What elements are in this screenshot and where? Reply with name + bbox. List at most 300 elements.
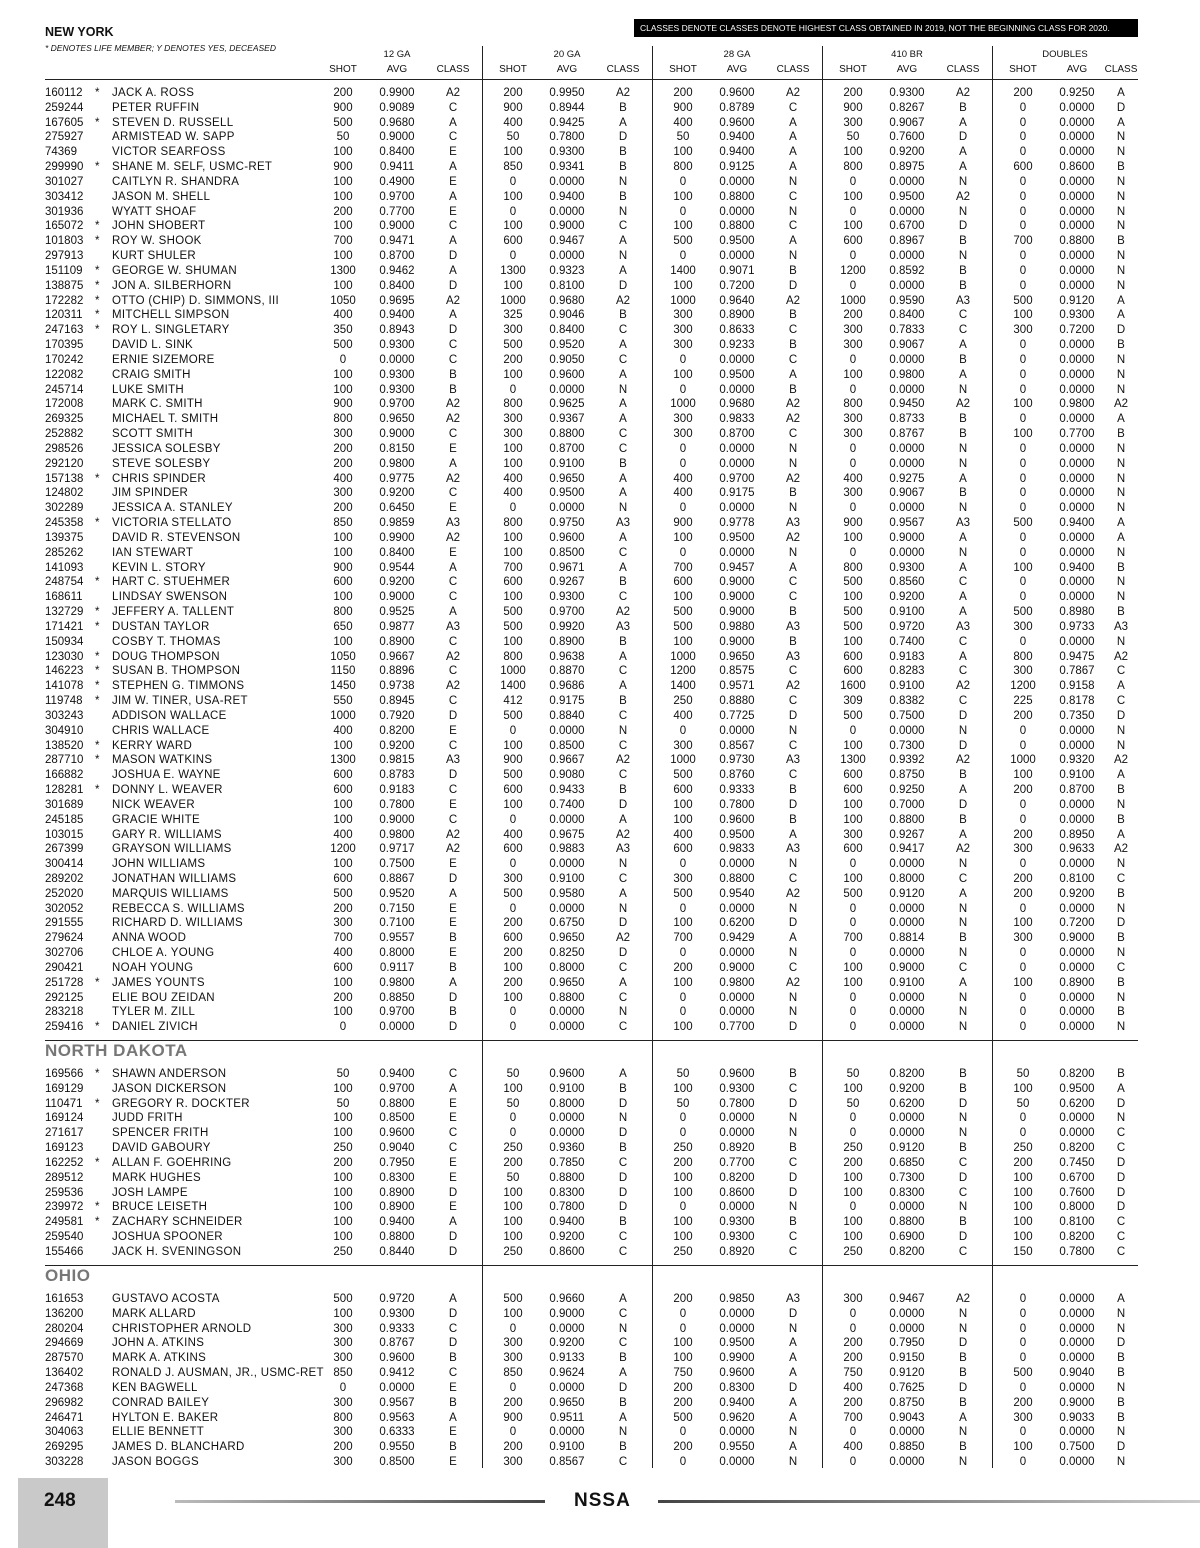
class: B — [789, 784, 797, 796]
shot-count: 700 — [673, 932, 693, 945]
shot-count: 1450 — [330, 680, 356, 693]
average: 0.9880 — [719, 620, 755, 633]
shot-count: 0 — [1019, 531, 1027, 544]
subcolumn-header: SHOT — [1009, 64, 1037, 75]
member-id: 248754 — [45, 576, 84, 589]
shot-count: 500 — [503, 887, 523, 900]
section-title: OHIO — [45, 1266, 91, 1285]
average: 0.0000 — [1059, 1337, 1095, 1350]
class: C — [958, 635, 968, 648]
life-member-mark: * — [95, 294, 100, 307]
class: C — [448, 695, 458, 708]
shot-count: 100 — [843, 872, 863, 885]
member-id: 141078 — [45, 680, 84, 693]
shot-count: 600 — [843, 769, 863, 782]
table-row — [0, 916, 1200, 931]
class: D — [788, 1186, 798, 1199]
average: 0.9500 — [1059, 1082, 1095, 1095]
class: N — [618, 250, 628, 263]
class: B — [1117, 1396, 1125, 1409]
shot-count: 200 — [843, 1396, 863, 1409]
member-id: 169129 — [45, 1082, 84, 1095]
class: N — [788, 1426, 798, 1439]
class: B — [619, 784, 627, 796]
average: 0.7350 — [1059, 709, 1095, 722]
class: A — [449, 1411, 457, 1424]
shot-count: 900 — [333, 161, 353, 174]
class: C — [618, 324, 628, 337]
class: A — [619, 1367, 627, 1380]
member-id: 259536 — [45, 1186, 84, 1199]
average: 0.9320 — [1059, 754, 1095, 767]
class: C — [618, 1231, 628, 1244]
average: 0.9650 — [549, 976, 585, 989]
average: 0.8967 — [889, 235, 925, 248]
shooter-name: JON A. SILBERHORN — [112, 279, 232, 292]
average: 0.0000 — [719, 1201, 755, 1214]
table-row — [0, 768, 1200, 783]
class: D — [1116, 709, 1126, 722]
class: N — [1116, 991, 1126, 1004]
class: A — [1117, 531, 1125, 544]
subcolumn-header: SHOT — [499, 64, 527, 75]
shot-count: 325 — [503, 309, 523, 322]
shot-count: 200 — [503, 1396, 523, 1409]
average: 0.9000 — [379, 131, 415, 144]
shot-count: 400 — [673, 828, 693, 841]
average: 0.0000 — [1059, 116, 1095, 129]
shot-count: 200 — [673, 1381, 693, 1394]
class: C — [958, 872, 968, 885]
average: 0.8900 — [1059, 976, 1095, 989]
table-row — [0, 368, 1200, 383]
average: 0.9400 — [719, 1396, 755, 1409]
average: 0.9067 — [889, 487, 925, 500]
class: A2 — [445, 828, 461, 841]
class: A — [449, 161, 457, 174]
shot-count: 100 — [1013, 1186, 1033, 1199]
average: 0.0000 — [719, 442, 755, 455]
shot-count: 1200 — [670, 665, 696, 678]
shot-count: 0 — [509, 502, 517, 515]
shot-count: 0 — [1019, 902, 1027, 915]
average: 0.8900 — [379, 1186, 415, 1199]
class: A — [449, 1216, 457, 1229]
table-row — [0, 813, 1200, 828]
shot-count: 0 — [1019, 383, 1027, 396]
class: E — [449, 1112, 457, 1125]
shot-count: 0 — [849, 442, 857, 455]
shot-count: 0 — [679, 1201, 687, 1214]
shot-count: 500 — [1013, 517, 1033, 530]
table-row — [0, 145, 1200, 160]
shot-count: 300 — [333, 1426, 353, 1439]
shot-count: 600 — [333, 784, 353, 796]
shot-count: 600 — [503, 235, 523, 248]
shot-count: 200 — [673, 961, 693, 974]
shot-count: 50 — [676, 1097, 690, 1110]
average: 0.0000 — [1059, 576, 1095, 589]
average: 0.9100 — [549, 1441, 585, 1454]
average: 0.0000 — [1059, 101, 1095, 114]
class: D — [788, 1021, 798, 1034]
class: D — [618, 1201, 628, 1214]
average: 0.9462 — [379, 264, 415, 277]
class: B — [1117, 1068, 1125, 1080]
average: 0.9800 — [1059, 398, 1095, 411]
class: A3 — [955, 294, 971, 307]
class: C — [788, 190, 798, 203]
average: 0.9650 — [379, 413, 415, 426]
class: C — [618, 1337, 628, 1350]
shot-count: 300 — [673, 428, 693, 441]
class: N — [788, 991, 798, 1004]
average: 0.9133 — [549, 1352, 585, 1365]
average: 0.0000 — [1059, 502, 1095, 515]
class: A — [1117, 828, 1125, 841]
average: 0.8900 — [379, 1201, 415, 1214]
class: D — [788, 279, 798, 292]
average: 0.9300 — [379, 368, 415, 381]
average: 0.8500 — [379, 1456, 415, 1469]
shot-count: 100 — [333, 591, 353, 604]
shot-count: 200 — [843, 1156, 863, 1169]
member-id: 297913 — [45, 250, 84, 263]
average: 0.8783 — [379, 769, 415, 782]
shot-count: 0 — [1019, 1352, 1027, 1365]
shot-count: 0 — [849, 383, 857, 396]
shot-count: 500 — [1013, 294, 1033, 307]
shot-count: 1400 — [670, 264, 696, 277]
shot-count: 700 — [333, 235, 353, 248]
average: 0.0000 — [379, 353, 415, 366]
member-id: 168611 — [45, 591, 83, 604]
average: 0.0000 — [1059, 991, 1095, 1004]
average: 0.6200 — [889, 1097, 925, 1110]
shot-count: 1000 — [670, 294, 696, 307]
average: 0.9000 — [1059, 1396, 1095, 1409]
shot-count: 300 — [843, 1293, 863, 1305]
average: 0.9833 — [719, 413, 755, 426]
class: A — [959, 1411, 967, 1424]
average: 0.8800 — [549, 1171, 585, 1184]
member-id: 165072 — [45, 220, 84, 233]
class-note-banner: CLASSES DENOTE CLASSES DENOTE HIGHEST CLASS OBTAINED IN 2019, NOT THE BEGINNING CLASS FOR 2020. — [634, 19, 1138, 37]
class: C — [788, 324, 798, 337]
average: 0.9100 — [549, 872, 585, 885]
class: B — [619, 190, 627, 203]
average: 0.0000 — [549, 1381, 585, 1394]
shooter-name: JOHN WILLIAMS — [112, 858, 206, 871]
average: 0.6700 — [889, 220, 925, 233]
member-id: 252020 — [45, 887, 84, 900]
average: 0.9341 — [549, 161, 585, 174]
shot-count: 400 — [333, 828, 353, 841]
class: A — [619, 339, 627, 352]
class: D — [448, 1245, 458, 1258]
shot-count: 200 — [673, 1441, 693, 1454]
table-row — [0, 1097, 1200, 1112]
shot-count: 0 — [1019, 1293, 1027, 1305]
average: 0.9550 — [719, 1441, 755, 1454]
shot-count: 0 — [509, 724, 517, 737]
class: C — [448, 813, 458, 826]
shot-count: 300 — [1013, 932, 1033, 945]
shooter-name: JOSHUA E. WAYNE — [112, 769, 221, 782]
member-id: 247368 — [45, 1381, 84, 1394]
shot-count: 200 — [333, 991, 353, 1004]
class: A2 — [785, 87, 801, 99]
average: 0.9250 — [1059, 87, 1095, 99]
average: 0.0000 — [549, 858, 585, 871]
shooter-name: CONRAD BAILEY — [112, 1396, 210, 1409]
shot-count: 700 — [333, 932, 353, 945]
class: N — [1116, 368, 1126, 381]
average: 0.9200 — [549, 1231, 585, 1244]
member-id: 110471 — [45, 1097, 83, 1110]
average: 0.0000 — [1059, 1381, 1095, 1394]
average: 0.8945 — [379, 695, 415, 708]
member-id: 249581 — [45, 1216, 84, 1229]
average: 0.9650 — [549, 932, 585, 945]
class: N — [958, 858, 968, 871]
class: C — [448, 665, 458, 678]
average: 0.9425 — [549, 116, 585, 129]
average: 0.9158 — [1059, 680, 1095, 693]
table-row — [0, 323, 1200, 338]
average: 0.0000 — [719, 175, 755, 188]
average: 0.9333 — [379, 1322, 415, 1335]
shot-count: 900 — [503, 101, 523, 114]
average: 0.8867 — [379, 872, 415, 885]
average: 0.0000 — [1059, 368, 1095, 381]
average: 0.9200 — [889, 146, 925, 159]
shot-count: 200 — [333, 442, 353, 455]
class: N — [618, 175, 628, 188]
class: D — [448, 324, 458, 337]
class: N — [788, 1322, 798, 1335]
class: N — [958, 1127, 968, 1140]
average: 0.0000 — [719, 724, 755, 737]
average: 0.0000 — [889, 502, 925, 515]
class: C — [1116, 1231, 1126, 1244]
shooter-name: JIM W. TINER, USA-RET — [112, 695, 248, 708]
class: A — [789, 235, 797, 248]
average: 0.9000 — [889, 961, 925, 974]
shot-count: 100 — [843, 635, 863, 648]
shooter-name: ANNA WOOD — [112, 932, 187, 945]
shooter-name: ROY L. SINGLETARY — [112, 324, 230, 337]
average: 0.9367 — [549, 413, 585, 426]
average: 0.0000 — [1059, 175, 1095, 188]
shooter-name: TYLER M. ZILL — [112, 1006, 196, 1019]
average: 0.9267 — [889, 828, 925, 841]
table-row — [0, 160, 1200, 175]
shot-count: 0 — [849, 175, 857, 188]
class: N — [1116, 1307, 1126, 1320]
shot-count: 300 — [333, 428, 353, 441]
average: 0.0000 — [1059, 902, 1095, 915]
class: A3 — [1113, 620, 1129, 633]
shot-count: 100 — [1013, 1082, 1033, 1095]
average: 0.7000 — [889, 798, 925, 811]
shot-count: 225 — [1013, 695, 1033, 708]
shot-count: 50 — [676, 131, 690, 144]
average: 0.9680 — [549, 294, 585, 307]
shooter-name: JASON BOGGS — [112, 1456, 200, 1469]
class: N — [788, 250, 798, 263]
shot-count: 0 — [339, 353, 347, 366]
shot-count: 550 — [333, 695, 353, 708]
class: A2 — [445, 87, 461, 99]
average: 0.9000 — [1059, 932, 1095, 945]
class: C — [448, 131, 458, 144]
shot-count: 150 — [1013, 1245, 1033, 1258]
class: N — [788, 947, 798, 960]
member-id: 303412 — [45, 190, 84, 203]
class: A2 — [955, 398, 971, 411]
average: 0.8000 — [549, 1097, 585, 1110]
average: 0.7800 — [719, 1097, 755, 1110]
average: 0.9511 — [549, 1411, 585, 1424]
class: A3 — [785, 754, 801, 767]
average: 0.9300 — [719, 1216, 755, 1229]
class: A — [449, 976, 457, 989]
average: 0.7800 — [549, 1201, 585, 1214]
class: N — [1116, 472, 1126, 485]
shot-count: 400 — [843, 1381, 863, 1394]
shooter-name: ROY W. SHOOK — [112, 235, 202, 248]
shooter-name: IAN STEWART — [112, 546, 194, 559]
shot-count: 0 — [509, 250, 517, 263]
average: 0.9000 — [719, 635, 755, 648]
average: 0.0000 — [889, 724, 925, 737]
shot-count: 0 — [1019, 1337, 1027, 1350]
average: 0.0000 — [1059, 546, 1095, 559]
average: 0.6850 — [889, 1156, 925, 1169]
header-rule — [45, 79, 1138, 80]
shot-count: 100 — [333, 220, 353, 233]
life-member-mark: * — [95, 472, 100, 485]
shot-count: 300 — [673, 339, 693, 352]
class: C — [448, 339, 458, 352]
class: B — [959, 1367, 967, 1380]
shooter-name: RONALD J. AUSMAN, JR., USMC-RET — [112, 1367, 324, 1380]
average: 0.9033 — [1059, 1411, 1095, 1424]
table-row — [0, 1366, 1200, 1381]
shot-count: 900 — [503, 1411, 523, 1424]
member-id: 259416 — [45, 1021, 84, 1034]
class: C — [958, 665, 968, 678]
average: 0.9686 — [549, 680, 585, 693]
shot-count: 200 — [503, 353, 523, 366]
shooter-name: JEFFERY A. TALLENT — [112, 606, 235, 619]
shooter-name: HYLTON E. BAKER — [112, 1411, 219, 1424]
shot-count: 100 — [1013, 1441, 1033, 1454]
table-row — [0, 605, 1200, 620]
class: C — [788, 1156, 798, 1169]
class: C — [618, 1156, 628, 1169]
table-row — [0, 1307, 1200, 1322]
class: A3 — [615, 843, 631, 856]
shot-count: 300 — [843, 413, 863, 426]
class: B — [619, 146, 627, 159]
member-id: 269325 — [45, 413, 84, 426]
average: 0.9400 — [379, 1216, 415, 1229]
shot-count: 100 — [333, 190, 353, 203]
average: 0.0000 — [1059, 413, 1095, 426]
average: 0.9300 — [889, 561, 925, 574]
average: 0.8950 — [1059, 828, 1095, 841]
shot-count: 100 — [503, 1231, 523, 1244]
shot-count: 250 — [843, 1142, 863, 1155]
class: N — [958, 383, 968, 396]
average: 0.9500 — [719, 368, 755, 381]
class: B — [959, 1396, 967, 1409]
table-row — [0, 1005, 1200, 1020]
member-id: 146223 — [45, 665, 84, 678]
average: 0.9600 — [549, 531, 585, 544]
shooter-name: DAVID R. STEVENSON — [112, 531, 241, 544]
shooter-name: STEVEN D. RUSSELL — [112, 116, 234, 129]
table-row — [0, 798, 1200, 813]
shot-count: 0 — [1019, 991, 1027, 1004]
average: 0.9100 — [549, 1082, 585, 1095]
shot-count: 0 — [1019, 131, 1027, 144]
class: A2 — [785, 531, 801, 544]
life-member-mark: * — [95, 235, 100, 248]
shot-count: 100 — [673, 591, 693, 604]
average: 0.9620 — [719, 1411, 755, 1424]
class: E — [449, 502, 457, 515]
shot-count: 100 — [843, 739, 863, 752]
average: 0.8000 — [1059, 1201, 1095, 1214]
class: A3 — [785, 650, 801, 663]
class: C — [448, 1068, 458, 1080]
class: B — [449, 1006, 457, 1019]
average: 0.9520 — [549, 339, 585, 352]
member-id: 302052 — [45, 902, 84, 915]
shot-count: 100 — [1013, 976, 1033, 989]
shot-count: 300 — [503, 324, 523, 337]
class: A2 — [445, 843, 461, 856]
shot-count: 200 — [1013, 87, 1033, 99]
average: 0.9567 — [379, 1396, 415, 1409]
shot-count: 0 — [679, 724, 687, 737]
member-id: 289202 — [45, 872, 84, 885]
average: 0.9900 — [719, 1352, 755, 1365]
shot-count: 250 — [673, 695, 693, 708]
shooter-name: MASON WATKINS — [112, 754, 213, 767]
average: 0.8178 — [1059, 695, 1095, 708]
class: N — [618, 902, 628, 915]
class: N — [618, 1006, 628, 1019]
class: E — [449, 1171, 457, 1184]
shot-count: 200 — [503, 1156, 523, 1169]
class: N — [788, 457, 798, 470]
average: 0.0000 — [889, 947, 925, 960]
class: D — [788, 798, 798, 811]
class: B — [789, 487, 797, 500]
class: A — [789, 1367, 797, 1380]
life-member-mark: * — [95, 220, 100, 233]
shot-count: 100 — [503, 531, 523, 544]
shot-count: 200 — [333, 1156, 353, 1169]
shooter-name: DANIEL ZIVICH — [112, 1021, 198, 1034]
shot-count: 500 — [503, 1293, 523, 1305]
class: D — [1116, 1441, 1126, 1454]
shot-count: 0 — [509, 1426, 517, 1439]
